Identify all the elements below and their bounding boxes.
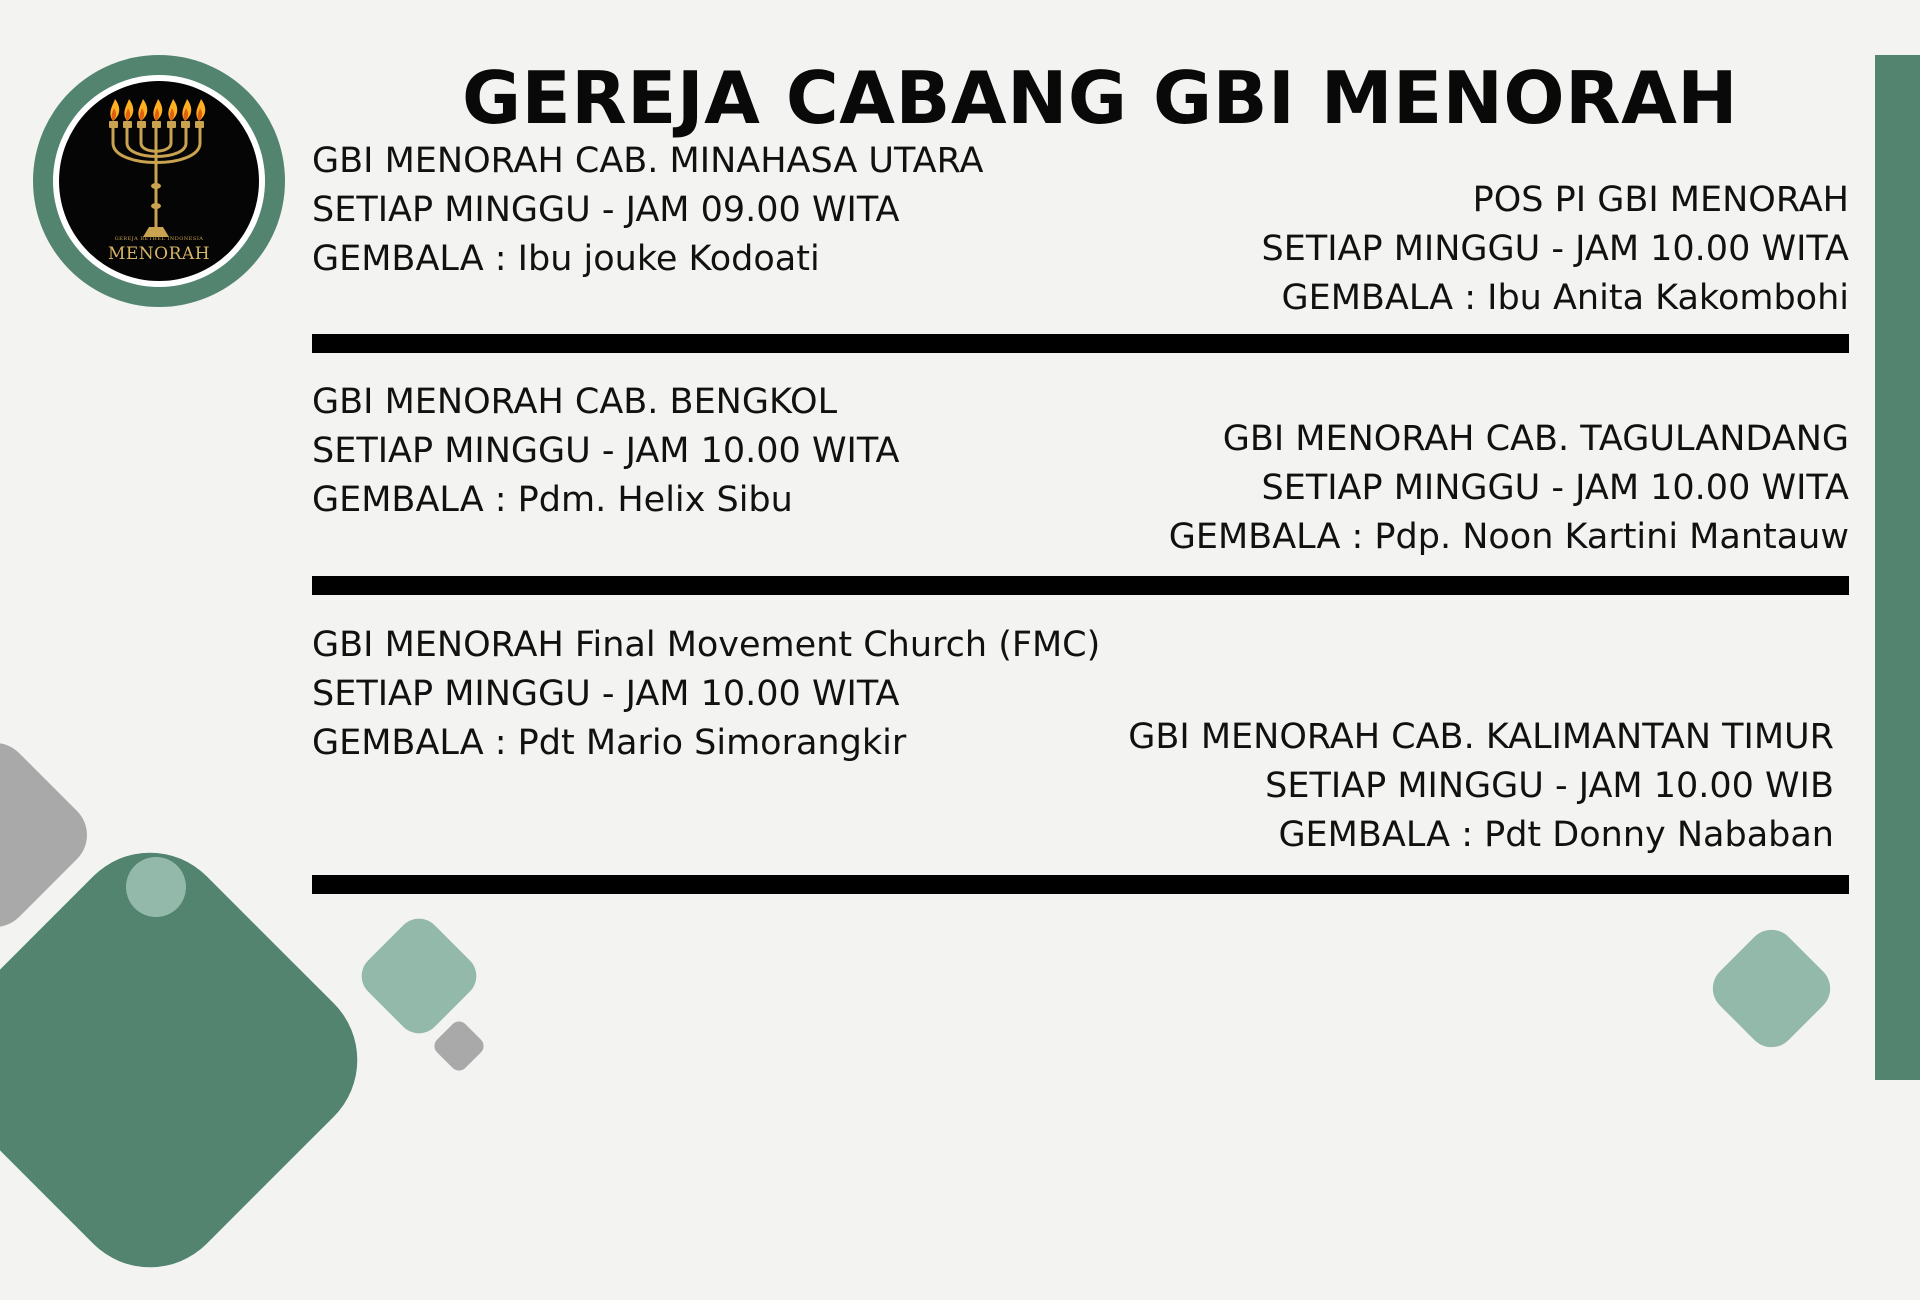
branch-schedule: SETIAP MINGGU - JAM 10.00 WITA [312,431,900,471]
logo-badge [59,81,259,281]
branch-name: GBI MENORAH CAB. KALIMANTAN TIMUR [1128,717,1834,757]
decorative-small-gray-diamond [431,1018,488,1075]
divider-line [312,576,1849,595]
branch-schedule: SETIAP MINGGU - JAM 10.00 WITA [1261,468,1849,508]
branch-name: GBI MENORAH CAB. TAGULANDANG [1222,419,1849,459]
decorative-circle [126,857,186,917]
divider-line [312,875,1849,894]
branch-schedule: SETIAP MINGGU - JAM 09.00 WITA [312,190,900,230]
logo-subtitle: GEREJA BETHEL INDONESIA [114,236,204,242]
divider-line [312,334,1849,353]
branch-minahasa-utara [312,137,983,284]
branch-name: GBI MENORAH CAB. BENGKOL [312,382,838,422]
branch-pastor: GEMBALA : Pdt Mario Simorangkir [312,723,907,763]
branch-pastor: GEMBALA : Ibu Anita Kakombohi [1281,278,1849,318]
branch-pastor: GEMBALA : Pdm. Helix Sibu [312,480,793,520]
branch-schedule: SETIAP MINGGU - JAM 10.00 WITA [1261,229,1849,269]
branch-pos-pi [1262,176,1849,323]
branch-pastor: GEMBALA : Ibu jouke Kodoati [312,239,820,279]
branch-schedule: SETIAP MINGGU - JAM 10.00 WITA [312,674,900,714]
decorative-light-diamond-left [353,910,486,1043]
church-logo [33,55,285,307]
page-title: GEREJA CABANG GBI MENORAH [461,56,1739,140]
branch-name: GBI MENORAH Final Movement Church (FMC) [312,625,1101,665]
right-accent-bar [1875,55,1920,1080]
branch-schedule: SETIAP MINGGU - JAM 10.00 WIB [1265,766,1834,806]
logo-name: MENORAH [107,244,211,264]
branch-name: GBI MENORAH CAB. MINAHASA UTARA [312,141,984,181]
branch-pastor: GEMBALA : Pdt Donny Nababan [1278,815,1834,855]
branch-fmc [312,621,1100,768]
branch-tagulandang [1169,415,1849,562]
branch-kalimantan-timur [1128,713,1834,860]
branch-pastor: GEMBALA : Pdp. Noon Kartini Mantauw [1168,517,1849,557]
decorative-light-diamond-right [1703,920,1840,1057]
branch-name: POS PI GBI MENORAH [1472,180,1849,220]
branch-bengkol [312,378,899,525]
